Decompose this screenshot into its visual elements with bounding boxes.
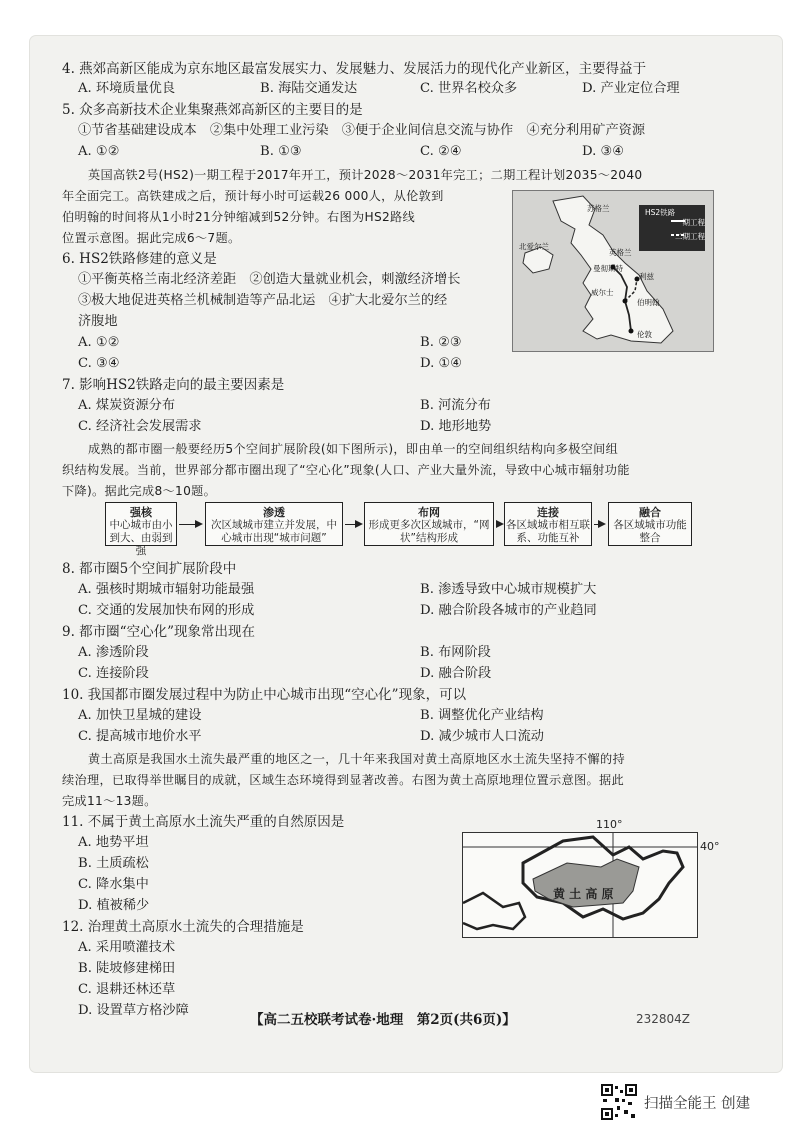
q6-item-line3: 济腹地 xyxy=(78,314,118,329)
q4-option-c: C. 世界名校众多 xyxy=(420,81,518,96)
q5-option-b: B. ①③ xyxy=(260,144,302,159)
flow-arrow xyxy=(179,524,201,525)
map-label-wales: 威尔士 xyxy=(591,288,614,297)
scanner-watermark: 扫描全能王 创建 xyxy=(644,1096,751,1112)
flow-arrow xyxy=(594,524,604,525)
flow-stage-1: 强核 中心城市由小到大、由弱到强 xyxy=(105,502,177,546)
q10-option-a: A. 加快卫星城的建设 xyxy=(78,708,202,723)
map-label-northern-ireland: 北爱尔兰 xyxy=(519,242,549,251)
loess-passage-line1: 黄土高原是我国水土流失最严重的地区之一，几十年来我国对黄土高原地区水土流失坚持不懈的持 xyxy=(88,752,625,766)
loess-passage-line3: 完成11～13题。 xyxy=(62,794,157,808)
map-legend-phase1: 一期工程 xyxy=(675,218,705,227)
q7-stem: 7. 影响HS2铁路走向的最主要因素是 xyxy=(62,377,285,393)
flow-stage-2: 渗透 次区域城市建立并发展，中心城市出现“城市问题” xyxy=(205,502,343,546)
q5-option-c: C. ②④ xyxy=(420,144,462,159)
page-footer: 【高二五校联考试卷·地理 第2页(共6页)】 xyxy=(250,1012,516,1028)
hs2-passage-line2: 年全面完工。高铁建成之后，预计每小时可运载26 000人，从伦敦到 xyxy=(62,189,444,203)
q8-option-c: C. 交通的发展加快布网的形成 xyxy=(78,603,255,618)
q7-option-d: D. 地形地势 xyxy=(420,419,492,434)
q6-item-line2: ③极大地促进英格兰机械制造等产品北运 ④扩大北爱尔兰的经 xyxy=(78,293,448,308)
q10-option-b: B. 调整优化产业结构 xyxy=(420,708,544,723)
q10-option-c: C. 提高城市地价水平 xyxy=(78,729,202,744)
loess-map-label: 黄 土 高 原 xyxy=(553,887,614,901)
hs2-route-map xyxy=(512,190,714,352)
q10-option-d: D. 减少城市人口流动 xyxy=(420,729,544,744)
q4-option-d: D. 产业定位合理 xyxy=(582,81,680,96)
metro-passage-line3: 下降)。据此完成8～10题。 xyxy=(62,484,217,498)
flow-stage-3: 布网 形成更多次区域城市，“网状”结构形成 xyxy=(364,502,494,546)
q7-option-a: A. 煤炭资源分布 xyxy=(78,398,176,413)
q8-option-d: D. 融合阶段各城市的产业趋同 xyxy=(420,603,597,618)
q6-option-a: A. ①② xyxy=(78,335,120,350)
q5-items: ①节省基础建设成本 ②集中处理工业污染 ③便于企业间信息交流与协作 ④充分利用矿产资源 xyxy=(78,123,646,138)
q9-option-b: B. 布网阶段 xyxy=(420,645,491,660)
loess-plateau-map xyxy=(462,832,698,938)
map-legend-phase2: 二期工程 xyxy=(675,232,705,241)
q6-option-d: D. ①④ xyxy=(420,356,463,371)
q9-stem: 9. 都市圈“空心化”现象常出现在 xyxy=(62,624,255,640)
metro-passage-line1: 成熟的都市圈一般要经历5个空间扩展阶段(如下图所示)，即由单一的空间组织结构向多极空间组 xyxy=(88,442,619,456)
q5-stem: 5. 众多高新技术企业集聚燕郊高新区的主要目的是 xyxy=(62,102,363,118)
hs2-passage-line1: 英国高铁2号(HS2)一期工程于2017年开工，预计2028～2031年完工；二期工程计划2035～2040 xyxy=(88,168,643,182)
flow-arrow xyxy=(496,524,502,525)
q12-stem: 12. 治理黄土高原水土流失的合理措施是 xyxy=(62,919,304,935)
q11-option-b: B. 土质疏松 xyxy=(78,856,149,871)
hs2-passage-line4: 位置示意图。据此完成6～7题。 xyxy=(62,231,241,245)
q11-option-d: D. 植被稀少 xyxy=(78,898,150,913)
q6-option-b: B. ②③ xyxy=(420,335,462,350)
q12-option-d: D. 设置草方格沙障 xyxy=(78,1003,189,1018)
q5-option-a: A. ①② xyxy=(78,144,120,159)
q9-option-a: A. 渗透阶段 xyxy=(78,645,149,660)
q11-option-a: A. 地势平坦 xyxy=(78,835,149,850)
q7-option-b: B. 河流分布 xyxy=(420,398,491,413)
q8-option-a: A. 强核时期城市辐射功能最强 xyxy=(78,582,255,597)
q12-option-b: B. 陡坡修建梯田 xyxy=(78,961,176,976)
flow-stage-5: 融合 各区域城市功能整合 xyxy=(608,502,692,546)
map-legend-title: HS2铁路 xyxy=(645,208,676,217)
q5-option-d: D. ③④ xyxy=(582,144,625,159)
q9-option-d: D. 融合阶段 xyxy=(420,666,492,681)
q4-option-a: A. 环境质量优良 xyxy=(78,81,176,96)
q12-option-c: C. 退耕还林还草 xyxy=(78,982,176,997)
q7-option-c: C. 经济社会发展需求 xyxy=(78,419,202,434)
paper-code: 232804Z xyxy=(636,1012,691,1026)
loess-map-latitude: 40° xyxy=(700,840,720,853)
q6-item-line1: ①平衡英格兰南北经济差距 ②创造大量就业机会，刺激经济增长 xyxy=(78,272,461,287)
map-label-leeds: 利兹 xyxy=(639,272,654,281)
q9-option-c: C. 连接阶段 xyxy=(78,666,149,681)
q4-stem: 4. 燕郊高新区能成为京东地区最富发展实力、发展魅力、发展活力的现代化产业新区，主要得益于 xyxy=(62,61,647,77)
metro-passage-line2: 织结构发展。当前，世界部分都市圈出现了“空心化”现象(人口、产业大量外流，导致中心城市辐射功能 xyxy=(62,463,630,477)
loess-passage-line2: 续治理，已取得举世瞩目的成就，区域生态环境得到显著改善。右图为黄土高原地理位置示意图。据此 xyxy=(62,773,624,787)
map-label-birmingham: 伯明翰 xyxy=(637,298,660,307)
q4-option-b: B. 海陆交通发达 xyxy=(260,81,358,96)
map-label-england: 英格兰 xyxy=(609,248,632,257)
q6-option-c: C. ③④ xyxy=(78,356,120,371)
q12-option-a: A. 采用喷灌技术 xyxy=(78,940,176,955)
q11-option-c: C. 降水集中 xyxy=(78,877,149,892)
flow-arrow xyxy=(345,524,361,525)
map-label-scotland: 苏格兰 xyxy=(587,204,610,213)
q8-stem: 8. 都市圈5个空间扩展阶段中 xyxy=(62,561,237,577)
map-label-london: 伦敦 xyxy=(637,330,652,339)
flow-stage-4: 连接 各区域城市相互联系、功能互补 xyxy=(504,502,592,546)
hs2-passage-line3: 伯明翰的时间将从1小时21分钟缩减到52分钟。右图为HS2路线 xyxy=(62,210,416,224)
q8-option-b: B. 渗透导致中心城市规模扩大 xyxy=(420,582,597,597)
q11-stem: 11. 不属于黄土高原水土流失严重的自然原因是 xyxy=(62,814,345,830)
qr-code-icon xyxy=(601,1084,637,1120)
q6-stem: 6. HS2铁路修建的意义是 xyxy=(62,251,217,267)
q10-stem: 10. 我国都市圈发展过程中为防止中心城市出现“空心化”现象，可以 xyxy=(62,687,467,703)
loess-map-longitude: 110° xyxy=(596,818,623,831)
map-label-manchester: 曼彻斯特 xyxy=(593,264,623,273)
